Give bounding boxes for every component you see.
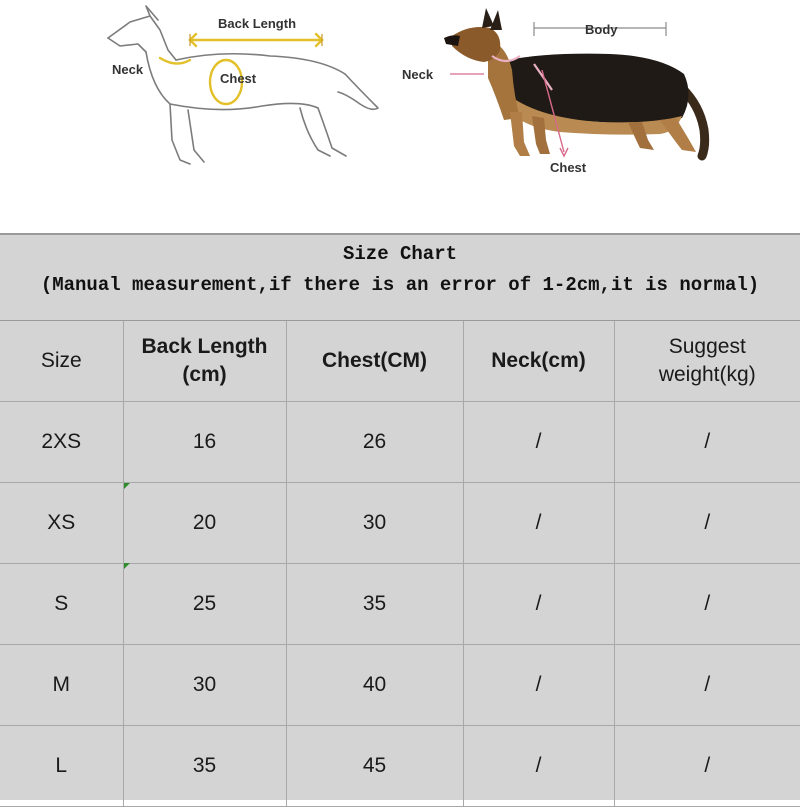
dog-outline-drawing (0, 0, 800, 232)
chest-label-right: Chest (550, 160, 587, 175)
cell-chest: 35 (286, 564, 463, 645)
cell-marker (124, 483, 130, 489)
back-length-label: Back Length (218, 16, 297, 31)
header-size: Size (0, 321, 123, 402)
cell-back-length: 30 (123, 645, 286, 726)
cell-size: S (0, 564, 123, 645)
size-chart-header (0, 233, 800, 321)
neck-label-left: Neck (112, 62, 144, 77)
neck-label-right: Neck (402, 67, 434, 82)
cell-neck: / (463, 564, 614, 645)
header-neck: Neck(cm) (463, 321, 614, 402)
cell-neck: / (463, 645, 614, 726)
cell-neck: / (463, 726, 614, 807)
cell-chest: 40 (286, 645, 463, 726)
header-chest: Chest(CM) (286, 321, 463, 402)
size-table (0, 321, 800, 807)
cell-size: 2XS (0, 402, 123, 483)
cell-size: XS (0, 483, 123, 564)
cell-weight: / (614, 402, 800, 483)
cell-marker (124, 563, 130, 569)
header-back-length: Back Length (cm) (123, 321, 286, 402)
table-row (0, 564, 800, 645)
measurement-illustrations (0, 0, 800, 232)
cell-weight: / (614, 726, 800, 807)
german-shepherd-icon (444, 8, 705, 156)
cell-back-length: 16 (123, 402, 286, 483)
chest-label-left: Chest (220, 71, 257, 86)
table-header-row (0, 321, 800, 402)
cell-back-length: 20 (123, 483, 286, 564)
cell-chest: 30 (286, 483, 463, 564)
size-chart-title: Size Chart (342, 243, 458, 265)
cell-neck: / (463, 483, 614, 564)
cell-chest: 26 (286, 402, 463, 483)
size-chart (0, 233, 800, 800)
size-chart-note: (Manual measurement,if there is an error of 1-2cm,it is normal) (40, 274, 760, 296)
cell-weight: / (614, 564, 800, 645)
table-row (0, 645, 800, 726)
cell-back-length: 35 (123, 726, 286, 807)
cell-weight: / (614, 483, 800, 564)
cell-neck: / (463, 402, 614, 483)
table-row (0, 726, 800, 807)
table-row (0, 483, 800, 564)
body-label: Body (585, 22, 618, 37)
cell-back-length: 25 (123, 564, 286, 645)
cell-size: M (0, 645, 123, 726)
cell-size: L (0, 726, 123, 807)
cell-weight: / (614, 645, 800, 726)
header-suggest-weight: Suggest weight(kg) (614, 321, 800, 402)
cell-chest: 45 (286, 726, 463, 807)
table-row (0, 402, 800, 483)
